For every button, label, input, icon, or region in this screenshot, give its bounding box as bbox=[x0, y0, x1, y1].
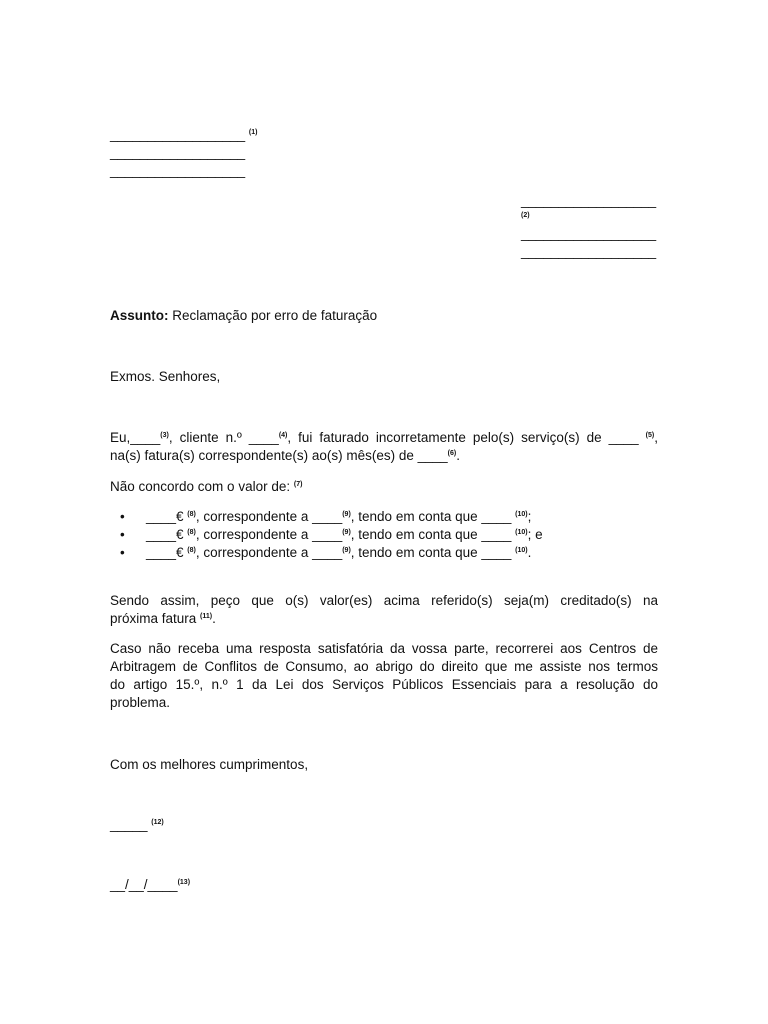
bullet-icon: • bbox=[120, 509, 125, 524]
paragraph-identification bbox=[110, 429, 658, 465]
recipient-address-block bbox=[521, 192, 656, 261]
list-item: • ____€ $^{(8)}$, correspondente a ____$^{(9)}$, tendo em conta que ____ $^{(10)}$; bbox=[120, 509, 532, 524]
subject-line bbox=[110, 307, 377, 325]
paragraph-arbitration-line-1: Caso não receba uma resposta satisfatória da vossa parte, recorrerei aos Centros de bbox=[110, 641, 658, 656]
paragraph-identification-line-1: Eu,____$^{(3)}$, cliente n.º ____$^{(4)}$, fui faturado incorretamente pelo(s) serviço(s) de ____ $^{(5)}$, bbox=[110, 430, 658, 445]
salutation: Exmos. Senhores, bbox=[110, 369, 221, 384]
footnote-ref-13: (13) bbox=[177, 879, 191, 886]
paragraph-arbitration-line-4: problema. bbox=[110, 695, 171, 710]
subject-label: Assunto: bbox=[110, 308, 169, 323]
paragraph-arbitration-line-3: do artigo 15.º, n.º 1 da Lei dos Serviços Públicos Essenciais para a resolução do bbox=[110, 677, 658, 692]
recipient-line-1: __________________ bbox=[521, 193, 657, 208]
recipient-line-2: __________________ bbox=[521, 226, 657, 241]
disagree-line: Não concordo com o valor de: $^{(7)}$ bbox=[110, 479, 303, 494]
paragraph-arbitration bbox=[110, 640, 658, 712]
footnote-ref-2: (2) bbox=[521, 212, 530, 219]
disputed-amounts-list bbox=[120, 508, 543, 562]
closing: Com os melhores cumprimentos, bbox=[110, 757, 309, 772]
footnote-ref-7: (7) bbox=[293, 481, 303, 488]
paragraph-credit-request-line-2: próxima fatura $^{(11)}$. bbox=[110, 611, 216, 626]
sender-line-2: __________________ bbox=[110, 145, 246, 160]
footnote-ref-1: (1) bbox=[248, 129, 258, 136]
sender-line-1: __________________ $^{(1)}$ bbox=[110, 127, 258, 142]
paragraph-credit-request-line-1: Sendo assim, peço que o(s) valor(es) acima referido(s) seja(m) creditado(s) na bbox=[110, 593, 658, 608]
list-item: • ____€ $^{(8)}$, correspondente a ____$^{(9)}$, tendo em conta que ____ $^{(10)}$; e bbox=[120, 527, 543, 542]
sender-line-3: __________________ bbox=[110, 163, 246, 178]
paragraph-credit-request bbox=[110, 592, 658, 628]
date-line: __/__/____$^{(13)}$ bbox=[110, 877, 191, 892]
bullet-icon: • bbox=[120, 527, 125, 542]
list-item: • ____€ $^{(8)}$, correspondente a ____$^{(9)}$, tendo em conta que ____ $^{(10)}$. bbox=[120, 545, 532, 560]
footnote-ref-12: (12) bbox=[151, 819, 164, 826]
paragraph-identification-line-2: na(s) fatura(s) correspondente(s) ao(s) mês(es) de ____$^{(6)}$. bbox=[110, 448, 460, 463]
signature-line: _____ $^{(12)}$ bbox=[110, 817, 164, 832]
recipient-line-3: __________________ bbox=[521, 244, 657, 259]
subject-text: Reclamação por erro de faturação bbox=[168, 308, 378, 323]
bullet-icon: • bbox=[120, 545, 125, 560]
paragraph-arbitration-line-2: Arbitragem de Conflitos de Consumo, ao abrigo do direito que me assiste nos termos bbox=[110, 659, 658, 674]
sender-address-block bbox=[110, 126, 257, 180]
